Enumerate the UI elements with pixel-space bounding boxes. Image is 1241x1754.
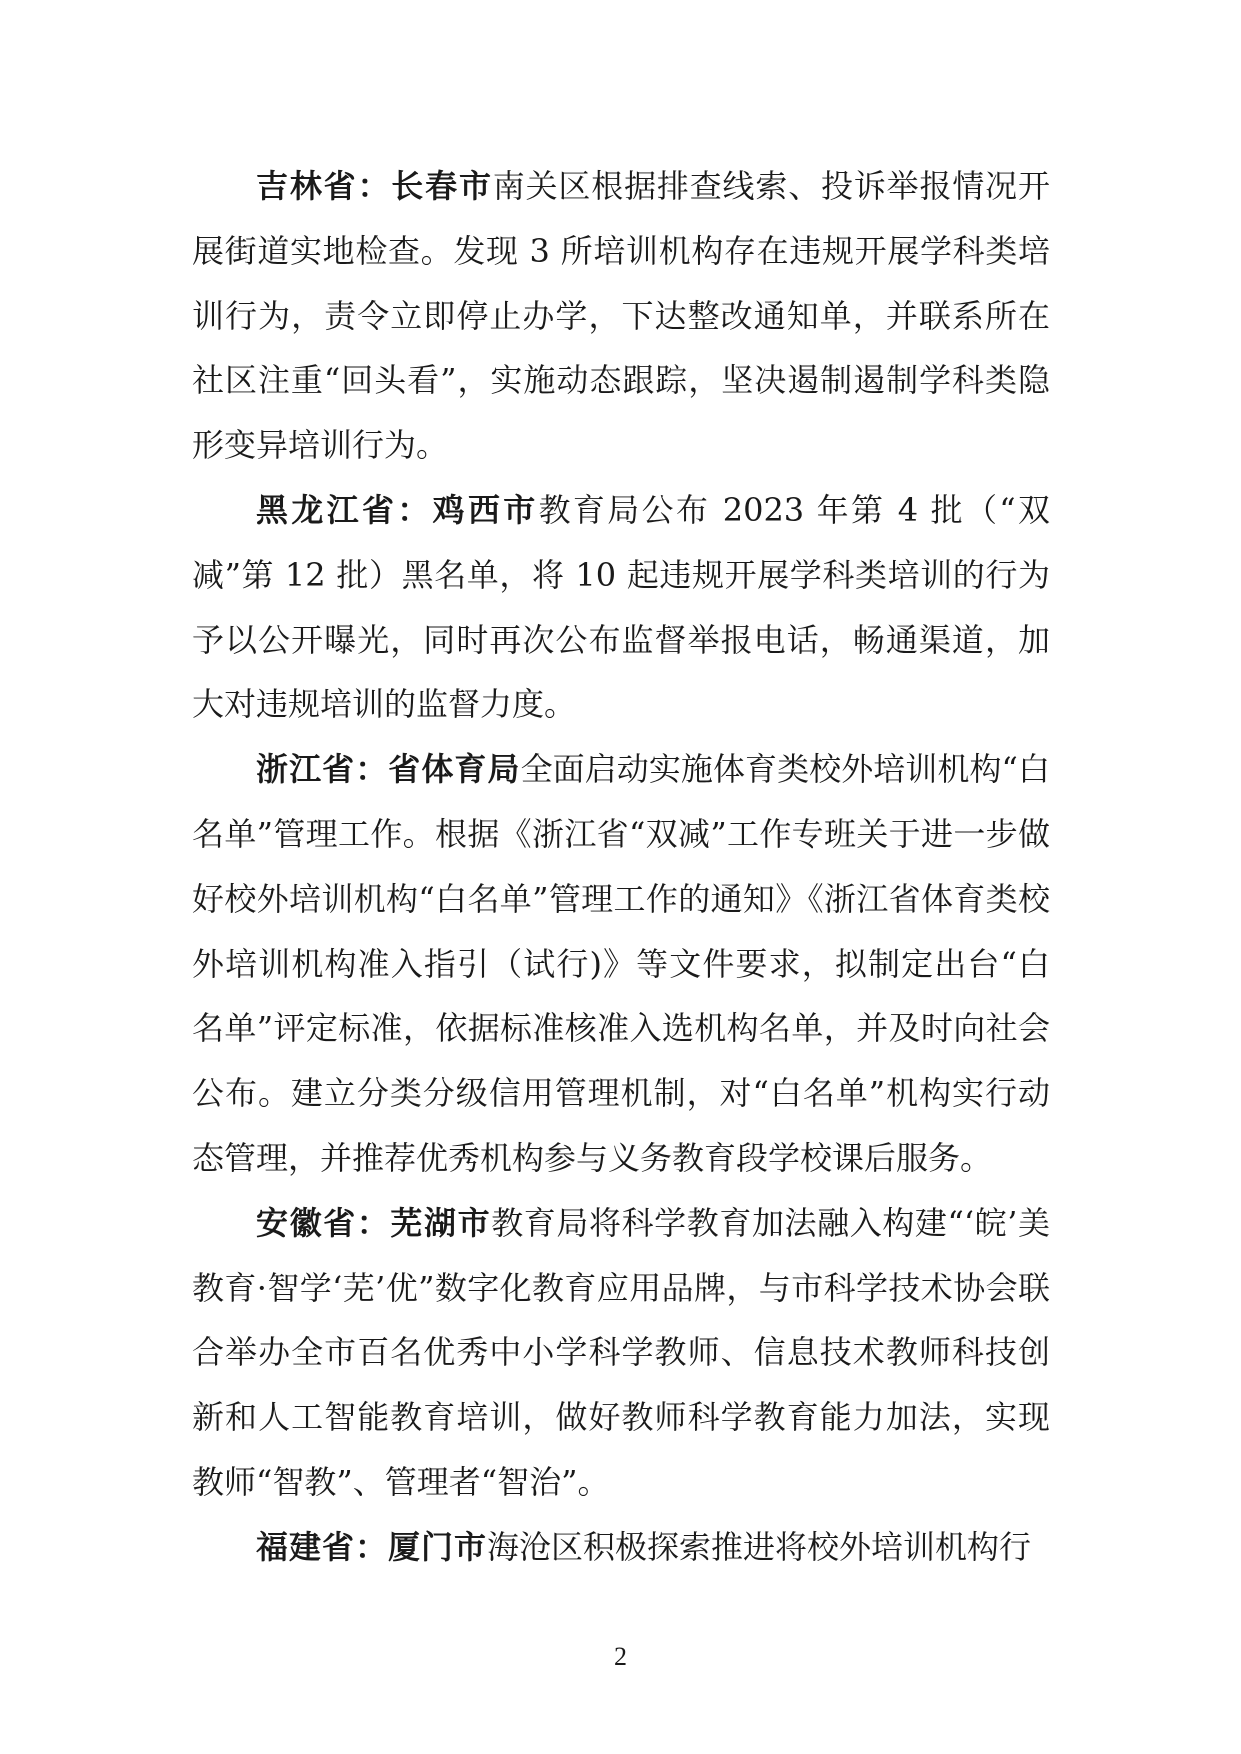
paragraph-jilin <box>192 154 1050 478</box>
paragraph-zhejiang <box>192 737 1050 1191</box>
paragraph-text: 教育局将科学教育加法融入构建“‘皖’美教育·智学‘芜’优”数字化教育应用品牌，与市科学技术协会联合举办全市百名优秀中小学科学教师、信息技术教师科技创新和人工智能教育培训，做好教师科学教育能力加法，实现教师“智教”、管理者“智治”。 <box>192 1203 1050 1501</box>
paragraph-text: 南关区根据排查线索、投诉举报情况开展街道实地检查。发现 3 所培训机构存在违规开展学科类培训行为，责令立即停止办学，下达整改通知单，并联系所在社区注重“回头看”，实施动态跟踪，坚决遏制遏制学科类隐形变异培训行为。 <box>192 167 1050 465</box>
page-number: 2 <box>614 1642 627 1671</box>
province-label: 福建省： <box>256 1527 389 1566</box>
city-label: 省体育局 <box>388 750 521 789</box>
paragraph-fujian <box>192 1515 1050 1580</box>
paragraph-text: 全面启动实施体育类校外培训机构“白名单”管理工作。根据《浙江省“双减”工作专班关于进一步做好校外培训机构“白名单”管理工作的通知》《浙江省体育类校外培训机构准入指引（试行)》等文件要求，拟制定出台“白名单”评定标准，依据标准核准入选机构名单，并及时向社会公布。建立分类分级信用管理机制，对“白名单”机构实行动态管理，并推荐优秀机构参与义务教育段学校课后服务。 <box>192 750 1050 1177</box>
city-label: 厦门市 <box>388 1527 488 1566</box>
province-label: 黑龙江省： <box>256 490 433 529</box>
document-body <box>192 154 1050 1580</box>
city-label: 鸡西市 <box>432 490 539 529</box>
paragraph-anhui <box>192 1191 1050 1515</box>
province-label: 吉林省： <box>256 167 392 205</box>
province-label: 安徽省： <box>256 1203 391 1242</box>
city-label: 长春市 <box>391 167 493 205</box>
paragraph-text: 教育局公布 2023 年第 4 批（“双减”第 12 批）黑名单，将 10 起违规开展学科类培训的行为予以公开曝光，同时再次公布监督举报电话，畅通渠道，加大对违规培训的监督力度。 <box>192 490 1050 724</box>
paragraph-text: 海沧区积极探索推进将校外培训机构行 <box>487 1527 1032 1566</box>
province-label: 浙江省： <box>256 750 389 789</box>
paragraph-heilongjiang <box>192 478 1050 737</box>
city-label: 芜湖市 <box>390 1203 492 1242</box>
